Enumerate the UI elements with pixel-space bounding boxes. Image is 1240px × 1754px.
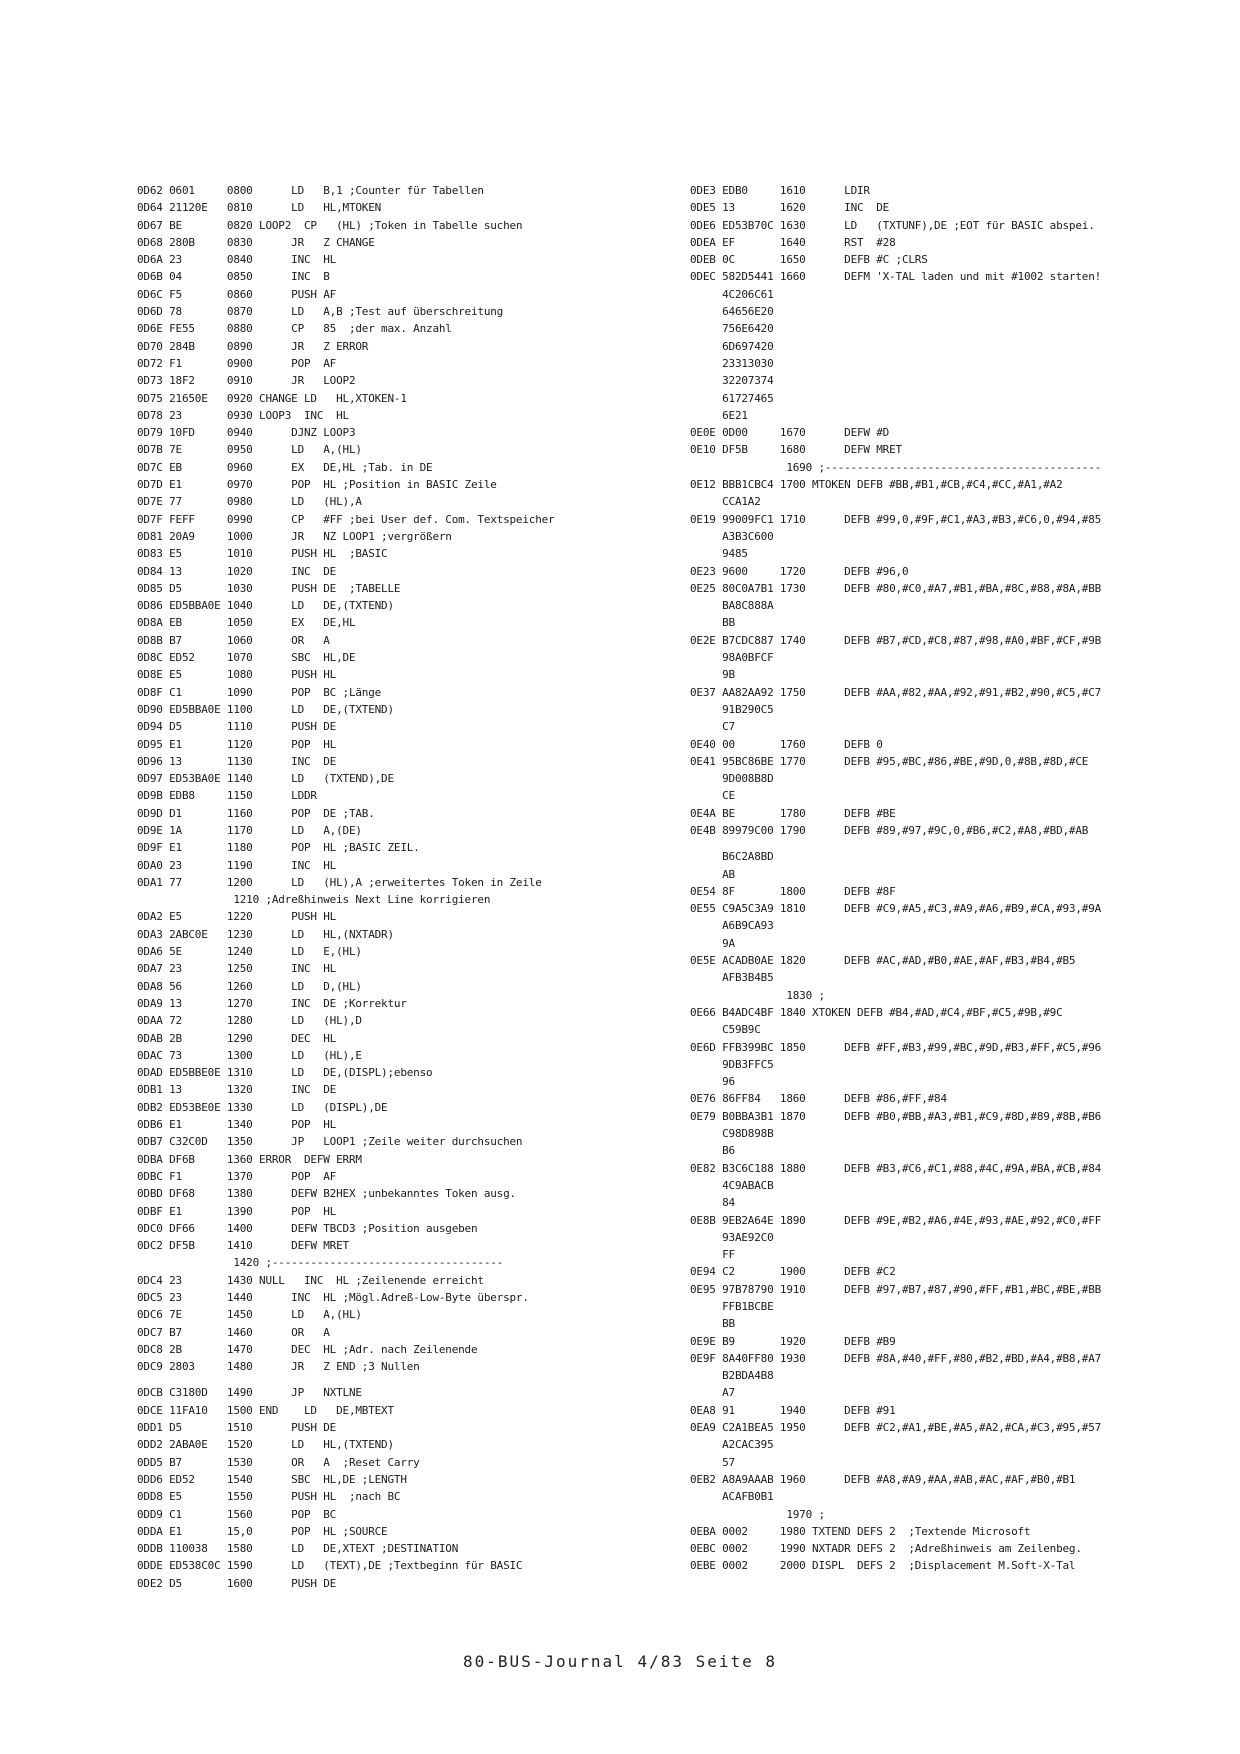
code-line: 0DD9 C1 1560 POP BC (137, 1507, 337, 1521)
code-line: 0DC8 2B 1470 DEC HL ;Adr. nach Zeilenende (137, 1342, 478, 1356)
code-line: 9DB3FFC5 (690, 1057, 774, 1071)
code-line: 0DEB 0C 1650 DEFB #C ;CLRS (690, 253, 928, 267)
code-line: 0E95 97B78790 1910 DEFB #97,#B7,#87,#90,#FF,#B1,#BC,#BE,#BB (690, 1282, 1102, 1296)
code-line: 0DC2 DF5B 1410 DEFW MRET (137, 1239, 349, 1253)
code-line: 0D94 D5 1110 PUSH DE (137, 720, 337, 734)
page-footer: 80-BUS-Journal 4/83 Seite 8 (462, 1652, 778, 1671)
code-line (690, 839, 1220, 848)
code-line: 0E12 BBB1CBC4 1700 MTOKEN DEFB #BB,#B1,#CB,#C4,#CC,#A1,#A2 (690, 478, 1063, 492)
code-line: 0D8C ED52 1070 SBC HL,DE (137, 651, 356, 665)
code-line: 0D81 20A9 1000 JR NZ LOOP1 ;vergrößern (137, 529, 452, 543)
code-line: 84 (690, 1196, 735, 1210)
code-line: C7 (690, 720, 735, 734)
code-line: 9B (690, 668, 735, 682)
code-line: 0D8B B7 1060 OR A (137, 633, 330, 647)
code-line: 0D95 E1 1120 POP HL (137, 737, 337, 751)
code-line: 0D7B 7E 0950 LD A,(HL) (137, 443, 362, 457)
code-line: 0D67 BE 0820 LOOP2 CP (HL) ;Token in Tabelle suchen (137, 218, 523, 232)
code-line: 0DAC 73 1300 LD (HL),E (137, 1048, 362, 1062)
code-line: 0EA9 C2A1BEA5 1950 DEFB #C2,#A1,#BE,#A5,#A2,#CA,#C3,#95,#57 (690, 1421, 1102, 1435)
code-line: 0E40 00 1760 DEFB 0 (690, 737, 883, 751)
code-line: 0D83 E5 1010 PUSH HL ;BASIC (137, 547, 388, 561)
code-line: 32207374 (690, 374, 774, 388)
code-line: 0E19 99009FC1 1710 DEFB #99,0,#9F,#C1,#A3,#B3,#C6,0,#94,#85 (690, 512, 1102, 526)
code-line: 0DA7 23 1250 INC HL (137, 962, 337, 976)
code-line: 0D7D E1 0970 POP HL ;Position in BASIC Zeile (137, 478, 497, 492)
code-line: 9A (690, 936, 735, 950)
code-line: 0E54 8F 1800 DEFB #8F (690, 884, 896, 898)
code-line: 0DB6 E1 1340 POP HL (137, 1118, 337, 1132)
code-line: 0DDB 110038 1580 LD DE,XTEXT ;DESTINATION (137, 1542, 459, 1556)
code-line: 0D8A EB 1050 EX DE,HL (137, 616, 356, 630)
code-line: 0E66 B4ADC4BF 1840 XTOKEN DEFB #B4,#AD,#C4,#BF,#C5,#9B,#9C (690, 1005, 1063, 1019)
code-line: 0DC9 2803 1480 JR Z END ;3 Nullen (137, 1360, 420, 1374)
code-line: 0DB1 13 1320 INC DE (137, 1083, 337, 1097)
code-line: 0DCE 11FA10 1500 END LD DE,MBTEXT (137, 1403, 394, 1417)
code-line: 0E82 B3C6C188 1880 DEFB #B3,#C6,#C1,#88,#4C,#9A,#BA,#CB,#84 (690, 1161, 1102, 1175)
code-line: 61727465 (690, 391, 774, 405)
code-line: A6B9CA93 (690, 919, 774, 933)
code-line: 0DDE ED538C0C 1590 LD (TEXT),DE ;Textbeginn für BASIC (137, 1559, 523, 1573)
code-line: 0DA9 13 1270 INC DE ;Korrektur (137, 996, 407, 1010)
code-line: C59B9C (690, 1023, 761, 1037)
code-line: 0DA0 23 1190 INC HL (137, 858, 337, 872)
code-line: 1420 ;------------------------------------ (137, 1256, 504, 1270)
code-line: BA8C888A (690, 599, 774, 613)
code-line: 1690 ;------------------------------------------- (690, 460, 1102, 474)
code-line: B6 (690, 1144, 735, 1158)
code-line: 0EBC 0002 1990 NXTADR DEFS 2 ;Adreßhinweis am Zeilenbeg. (690, 1542, 1082, 1556)
code-line: 6E21 (690, 408, 748, 422)
code-line: A7 (690, 1386, 735, 1400)
code-line: 0DD1 D5 1510 PUSH DE (137, 1421, 337, 1435)
code-line: 0D6C F5 0860 PUSH AF (137, 287, 337, 301)
code-line: 0E94 C2 1900 DEFB #C2 (690, 1265, 896, 1279)
code-line: 0DB2 ED53BE0E 1330 LD (DISPL),DE (137, 1100, 388, 1114)
code-line: 9D008B8D (690, 772, 774, 786)
code-line (137, 1375, 647, 1384)
code-line: 0DC5 23 1440 INC HL ;Mögl.Adreß-Low-Byte überspr. (137, 1291, 529, 1304)
code-line: 0DC6 7E 1450 LD A,(HL) (137, 1308, 362, 1322)
code-line: 0EB2 A8A9AAAB 1960 DEFB #A8,#A9,#AA,#AB,#AC,#AF,#B0,#B1 (690, 1472, 1076, 1486)
code-line: 0DBA DF6B 1360 ERROR DEFW ERRM (137, 1152, 362, 1166)
code-line: 0DE6 ED53B70C 1630 LD (TXTUNF),DE ;EOT für BASIC abspei. (690, 218, 1095, 232)
code-line: 0D9B EDB8 1150 LDDR (137, 789, 317, 803)
code-line: 0DA6 5E 1240 LD E,(HL) (137, 945, 362, 959)
code-line: 0DC4 23 1430 NULL INC HL ;Zeilenende erreicht (137, 1273, 484, 1287)
code-line: 0DBF E1 1390 POP HL (137, 1204, 337, 1218)
code-line: 0D97 ED53BA0E 1140 LD (TXTEND),DE (137, 772, 394, 786)
code-line: 0DD8 E5 1550 PUSH HL ;nach BC (137, 1490, 401, 1504)
code-line: 0D84 13 1020 INC DE (137, 564, 337, 578)
code-line: 0E2E B7CDC887 1740 DEFB #B7,#CD,#C8,#87,#98,#A0,#BF,#CF,#9B (690, 633, 1102, 647)
code-line: 0D9D D1 1160 POP DE ;TAB. (137, 806, 375, 820)
code-line: 91B290C5 (690, 702, 774, 716)
code-line: A2CAC395 (690, 1438, 774, 1452)
code-line: 0E25 80C0A7B1 1730 DEFB #80,#C0,#A7,#B1,#BA,#8C,#88,#8A,#BB (690, 581, 1102, 595)
code-line: 756E6420 (690, 322, 774, 336)
code-line: 0DC0 DF66 1400 DEFW TBCD3 ;Position ausgeben (137, 1221, 478, 1235)
code-line: 64656E20 (690, 305, 774, 319)
code-line: 0D68 280B 0830 JR Z CHANGE (137, 235, 375, 249)
code-line: 0D72 F1 0900 POP AF (137, 356, 337, 370)
code-line: 0E55 C9A5C3A9 1810 DEFB #C9,#A5,#C3,#A9,#A6,#B9,#CA,#93,#9A (690, 902, 1102, 916)
code-line: 0D73 18F2 0910 JR LOOP2 (137, 374, 356, 388)
code-line: A3B3C600 (690, 529, 774, 543)
code-line: 0DCB C3180D 1490 JP NXTLNE (137, 1386, 362, 1400)
code-line: 0DAD ED5BBE0E 1310 LD DE,(DISPL);ebenso (137, 1066, 433, 1080)
code-line: 0D9F E1 1180 POP HL ;BASIC ZEIL. (137, 841, 420, 855)
code-line: 0DE3 EDB0 1610 LDIR (690, 184, 870, 197)
listing-left-column (137, 182, 647, 1592)
listing-right-column (690, 182, 1220, 1575)
code-line: 0D64 21120E 0810 LD HL,MTOKEN (137, 201, 382, 215)
code-line: 0D7E 77 0980 LD (HL),A (137, 495, 362, 509)
code-line: 98A0BFCF (690, 651, 774, 665)
code-line: FFB1BCBE (690, 1300, 774, 1313)
code-line: 0EBE 0002 2000 DISPL DEFS 2 ;Displacement M.Soft-X-Tal (690, 1559, 1076, 1573)
code-line: 0D96 13 1130 INC DE (137, 754, 337, 768)
code-line: 0E4A BE 1780 DEFB #BE (690, 806, 896, 820)
code-line: 0D8F C1 1090 POP BC ;Länge (137, 685, 382, 699)
code-line: 0DBC F1 1370 POP AF (137, 1169, 337, 1183)
code-line: 0DA8 56 1260 LD D,(HL) (137, 979, 362, 993)
code-line: 57 (690, 1455, 735, 1469)
code-line: C98D898B (690, 1127, 774, 1141)
code-line: 0E76 86FF84 1860 DEFB #86,#FF,#84 (690, 1092, 947, 1106)
code-line: 0D75 21650E 0920 CHANGE LD HL,XTOKEN-1 (137, 391, 407, 405)
code-line: CCA1A2 (690, 495, 761, 509)
code-line: 0D70 284B 0890 JR Z ERROR (137, 339, 369, 353)
code-line: 0D78 23 0930 LOOP3 INC HL (137, 408, 349, 422)
code-line: 0DA3 2ABC0E 1230 LD HL,(NXTADR) (137, 927, 394, 941)
code-line: 0E6D FFB399BC 1850 DEFB #FF,#B3,#99,#BC,#9D,#B3,#FF,#C5,#96 (690, 1040, 1102, 1054)
code-line: 0E9E B9 1920 DEFB #B9 (690, 1334, 896, 1348)
code-line: AFB3B4B5 (690, 971, 774, 985)
code-line: 0D6B 04 0850 INC B (137, 270, 330, 284)
code-line: 1210 ;Adreßhinweis Next Line korrigieren (137, 893, 491, 907)
code-line: 1830 ; (690, 988, 825, 1002)
code-line: 96 (690, 1075, 735, 1089)
code-line: 0D7C EB 0960 EX DE,HL ;Tab. in DE (137, 460, 433, 474)
code-line: 0DB7 C32C0D 1350 JP LOOP1 ;Zeile weiter durchsuchen (137, 1135, 523, 1149)
code-line: 0D9E 1A 1170 LD A,(DE) (137, 823, 362, 837)
code-line: 0DD5 B7 1530 OR A ;Reset Carry (137, 1455, 420, 1469)
code-line: 0DD2 2ABA0E 1520 LD HL,(TXTEND) (137, 1438, 394, 1452)
code-line: 93AE92C0 (690, 1230, 774, 1244)
code-line: 0E37 AA82AA92 1750 DEFB #AA,#82,#AA,#92,#91,#B2,#90,#C5,#C7 (690, 685, 1102, 699)
code-line: 23313030 (690, 356, 774, 370)
code-line: 0E8B 9EB2A64E 1890 DEFB #9E,#B2,#A6,#4E,#93,#AE,#92,#C0,#FF (690, 1213, 1102, 1227)
code-line: 0D7F FEFF 0990 CP #FF ;bei User def. Com. Textspeicher (137, 512, 555, 526)
code-line: 0DE5 13 1620 INC DE (690, 201, 890, 215)
code-line: 0DA2 E5 1220 PUSH HL (137, 910, 337, 924)
code-line: B6C2A8BD (690, 850, 774, 864)
code-line: ACAFB0B1 (690, 1490, 774, 1504)
code-line: 4C9ABACB (690, 1178, 774, 1192)
code-line: 0E4B 89979C00 1790 DEFB #89,#97,#9C,0,#B6,#C2,#A8,#BD,#AB (690, 823, 1089, 837)
code-line: 9485 (690, 547, 748, 561)
code-line: 0DEA EF 1640 RST #28 (690, 235, 896, 249)
code-line: 0E10 DF5B 1680 DEFW MRET (690, 443, 902, 457)
code-line: 0E5E ACADB0AE 1820 DEFB #AC,#AD,#B0,#AE,#AF,#B3,#B4,#B5 (690, 954, 1076, 968)
code-line: 0DA1 77 1200 LD (HL),A ;erweitertes Token in Zeile (137, 875, 542, 889)
code-line: BB (690, 616, 735, 630)
code-line: 0DEC 582D5441 1660 DEFM 'X-TAL laden und mit #1002 starten! (690, 270, 1102, 284)
code-line: 0DC7 B7 1460 OR A (137, 1325, 330, 1339)
code-line: 0D6D 78 0870 LD A,B ;Test auf überschreitung (137, 305, 504, 319)
code-line: 4C206C61 (690, 287, 774, 301)
code-line: 0DAA 72 1280 LD (HL),D (137, 1014, 362, 1028)
code-line: 0EA8 91 1940 DEFB #91 (690, 1403, 896, 1417)
code-line: CE (690, 789, 735, 803)
code-line: 0DD6 ED52 1540 SBC HL,DE ;LENGTH (137, 1472, 407, 1486)
code-line: AB (690, 867, 735, 881)
code-line: 0DAB 2B 1290 DEC HL (137, 1031, 337, 1045)
code-line: 0EBA 0002 1980 TXTEND DEFS 2 ;Textende Microsoft (690, 1524, 1031, 1538)
code-line: 0E41 95BC86BE 1770 DEFB #95,#BC,#86,#BE,#9D,0,#8B,#8D,#CE (690, 754, 1089, 768)
code-line: 0E79 B0BBA3B1 1870 DEFB #B0,#BB,#A3,#B1,#C9,#8D,#89,#8B,#B6 (690, 1109, 1102, 1123)
code-line: B2BDA4B8 (690, 1369, 774, 1383)
code-line: 0D6A 23 0840 INC HL (137, 253, 337, 267)
code-line: 0D86 ED5BBA0E 1040 LD DE,(TXTEND) (137, 599, 394, 613)
code-line: 0D6E FE55 0880 CP 85 ;der max. Anzahl (137, 322, 452, 336)
code-line: BB (690, 1317, 735, 1331)
code-line: 0DE2 D5 1600 PUSH DE (137, 1576, 337, 1590)
code-line: 0D90 ED5BBA0E 1100 LD DE,(TXTEND) (137, 702, 394, 716)
code-line: 0DDA E1 15,0 POP HL ;SOURCE (137, 1524, 388, 1538)
code-line: 0E0E 0D00 1670 DEFW #D (690, 426, 890, 440)
code-line: 0DBD DF68 1380 DEFW B2HEX ;unbekanntes Token ausg. (137, 1187, 516, 1201)
code-line: FF (690, 1248, 735, 1262)
code-line: 0E9F 8A40FF80 1930 DEFB #8A,#40,#FF,#80,#B2,#BD,#A4,#B8,#A7 (690, 1351, 1102, 1365)
code-line: 0D79 10FD 0940 DJNZ LOOP3 (137, 426, 356, 440)
code-line: 0D62 0601 0800 LD B,1 ;Counter für Tabellen (137, 184, 484, 197)
code-line: 0D8E E5 1080 PUSH HL (137, 668, 337, 682)
code-line: 0D85 D5 1030 PUSH DE ;TABELLE (137, 581, 401, 595)
code-line: 1970 ; (690, 1507, 825, 1521)
code-line: 6D697420 (690, 339, 774, 353)
code-line: 0E23 9600 1720 DEFB #96,0 (690, 564, 909, 578)
